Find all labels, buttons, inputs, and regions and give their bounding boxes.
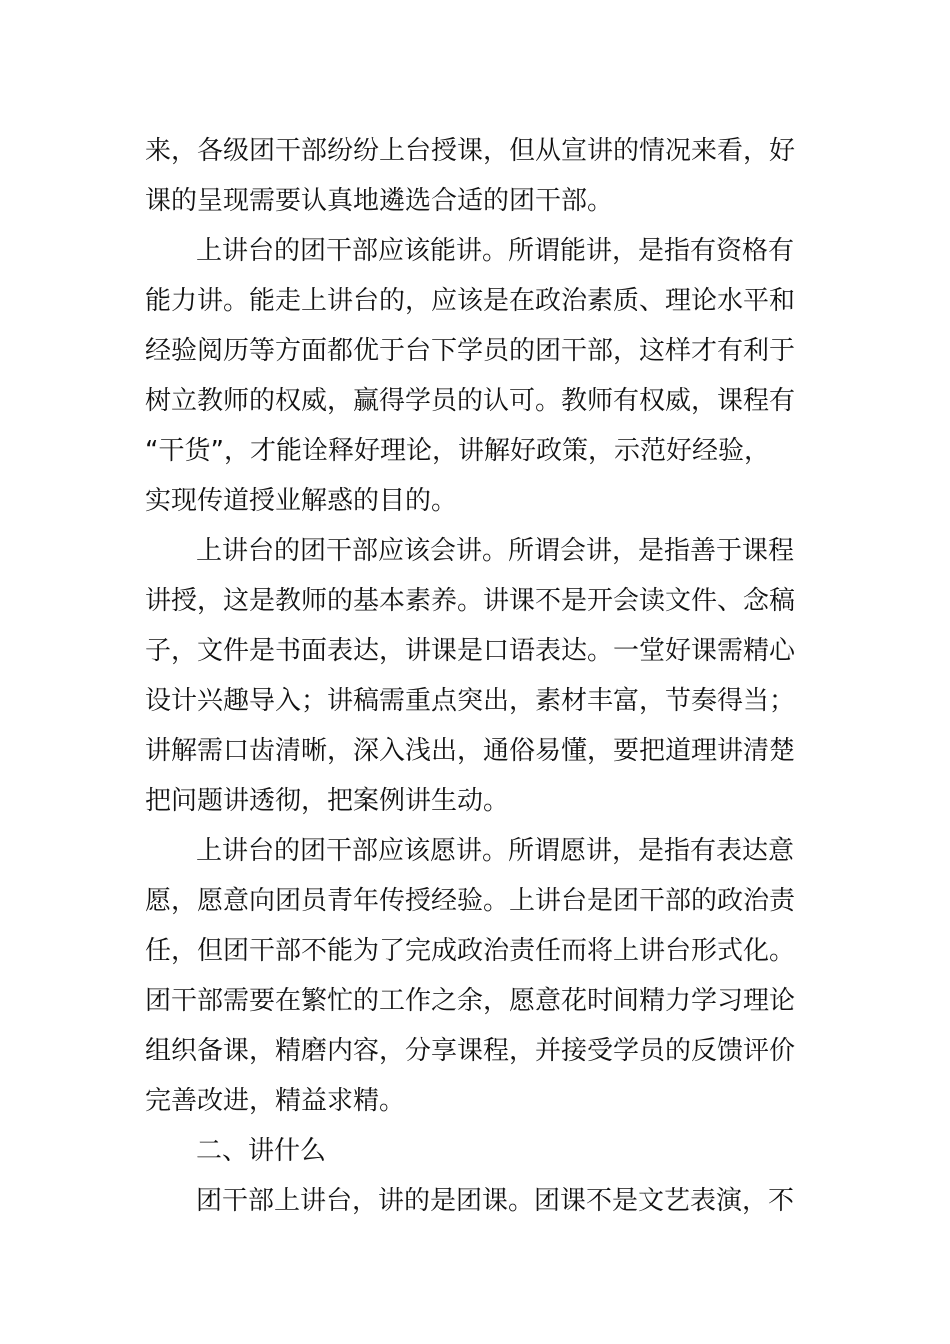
text-line: 课的呈现需要认真地遴选合适的团干部。 [145, 186, 614, 216]
text-line: 愿，愿意向团员青年传授经验。上讲台是团干部的政治责 [145, 886, 796, 916]
text-line: 来，各级团干部纷纷上台授课，但从宣讲的情况来看，好 [145, 136, 796, 166]
text-line: 子，文件是书面表达，讲课是口语表达。一堂好课需精心 [145, 636, 796, 666]
paragraph-start-line: 上讲台的团干部应该愿讲。所谓愿讲，是指有表达意 [196, 836, 795, 866]
text-line: 完善改进，精益求精。 [145, 1086, 406, 1116]
text-line: 团干部需要在繁忙的工作之余，愿意花时间精力学习理论 [145, 986, 796, 1016]
text-line: 组织备课，精磨内容，分享课程，并接受学员的反馈评价 [145, 1036, 796, 1066]
paragraph-start-line: 上讲台的团干部应该能讲。所谓能讲，是指有资格有 [196, 236, 795, 266]
text-line: 实现传道授业解惑的目的。 [145, 486, 458, 516]
text-line: 讲授，这是教师的基本素养。讲课不是开会读文件、念稿 [145, 586, 796, 616]
section-heading: 二、讲什么 [196, 1136, 327, 1166]
paragraph-start-line: 团干部上讲台，讲的是团课。团课不是文艺表演，不 [196, 1186, 795, 1216]
text-line: 把问题讲透彻，把案例讲生动。 [145, 786, 510, 816]
text-line: 设计兴趣导入；讲稿需重点突出，素材丰富，节奏得当； [145, 686, 796, 716]
text-line: “干货”，才能诠释好理论，讲解好政策，示范好经验， [145, 436, 770, 466]
paragraph-start-line: 上讲台的团干部应该会讲。所谓会讲，是指善于课程 [196, 536, 795, 566]
text-line: 经验阅历等方面都优于台下学员的团干部，这样才有利于 [145, 336, 796, 366]
text-line: 树立教师的权威，赢得学员的认可。教师有权威，课程有 [145, 386, 796, 416]
text-line: 讲解需口齿清晰，深入浅出，通俗易懂，要把道理讲清楚 [145, 736, 796, 766]
text-line: 能力讲。能走上讲台的，应该是在政治素质、理论水平和 [145, 286, 796, 316]
text-line: 任，但团干部不能为了完成政治责任而将上讲台形式化。 [145, 936, 796, 966]
